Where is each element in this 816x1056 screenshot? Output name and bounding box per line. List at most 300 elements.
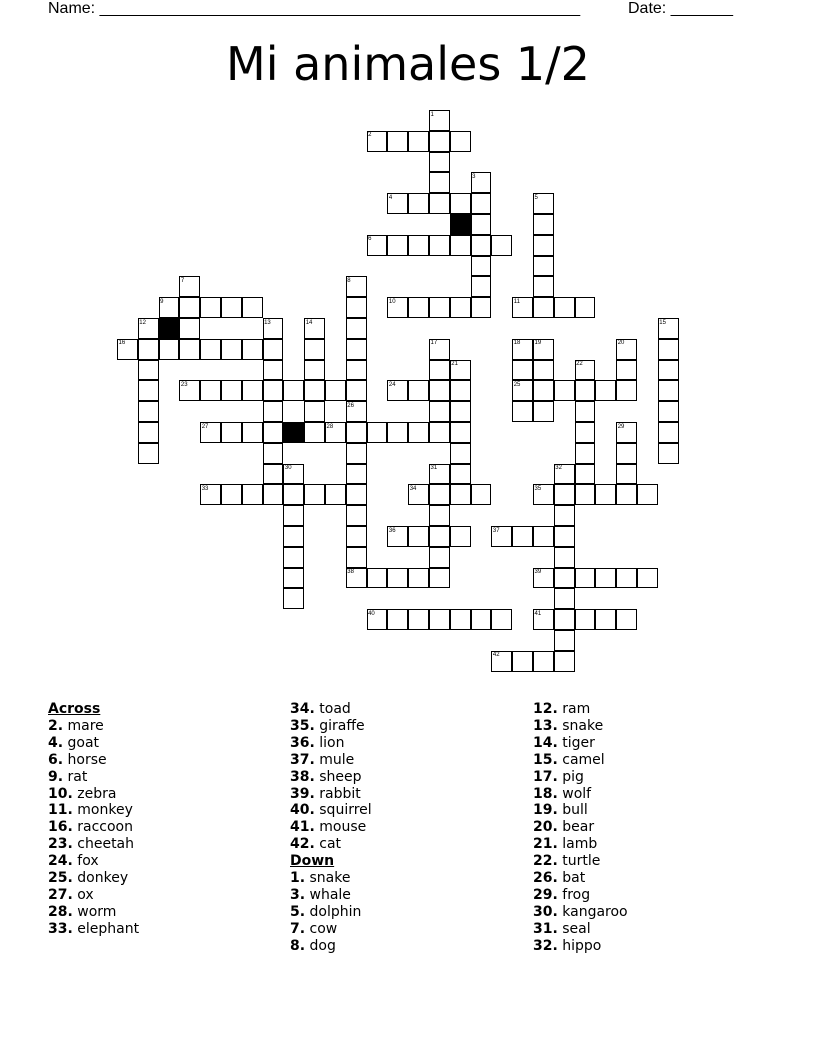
clue-text: cat [319,836,342,853]
crossword-cell[interactable] [242,380,263,401]
crossword-cell[interactable] [595,609,616,630]
crossword-cell[interactable] [283,568,304,589]
crossword-cell[interactable] [408,380,429,401]
clue-number: 33. [48,920,73,937]
crossword-cell[interactable] [575,380,596,401]
crossword-cell[interactable] [554,505,575,526]
crossword-cell[interactable] [533,526,554,547]
clue-number: 1. [290,870,306,887]
crossword-cell[interactable] [533,276,554,297]
crossword-cell[interactable] [429,401,450,422]
clue-column-2 [290,701,372,955]
crossword-black-cell [283,422,304,443]
clue-text: mouse [319,819,367,836]
clue-item [290,887,372,904]
clue-text: dolphin [309,903,362,920]
crossword-cell[interactable] [429,172,450,193]
clue-number: 29. [533,886,558,903]
clue-item [533,735,628,752]
clue-text: mare [67,717,104,734]
clue-number-label: 41 [534,610,542,617]
crossword-cell[interactable] [200,339,221,360]
crossword-cell[interactable] [595,380,616,401]
clue-number-label: 32 [555,465,562,472]
crossword-cell[interactable] [575,464,596,485]
clue-number-label: 6 [368,236,372,243]
clue-number: 16. [48,819,73,836]
clue-number-label: 21 [451,361,458,368]
crossword-cell[interactable] [512,401,533,422]
clue-item [290,802,372,819]
crossword-cell[interactable] [429,193,450,214]
crossword-cell[interactable] [575,422,596,443]
clue-number-label: 42 [492,652,500,659]
clue-number: 32. [533,937,558,954]
clue-text: tiger [562,734,595,751]
crossword-cell[interactable] [221,297,242,318]
clue-text: rat [67,768,88,785]
crossword-cell[interactable] [533,380,554,401]
crossword-cell[interactable] [554,630,575,651]
crossword-cell[interactable] [616,568,637,589]
crossword-cell[interactable] [346,443,367,464]
crossword-cell[interactable] [283,547,304,568]
clue-text: camel [562,751,605,768]
clue-number: 25. [48,870,73,887]
clue-item [48,718,139,735]
clue-number-label: 12 [139,319,146,326]
clue-item [533,853,628,870]
clue-text: goat [67,734,100,751]
crossword-cell[interactable] [450,380,471,401]
clue-number-label: 28 [326,423,334,430]
crossword-cell[interactable] [658,360,679,381]
crossword-cell[interactable] [658,422,679,443]
crossword-cell[interactable] [595,484,616,505]
clue-number: 23. [48,836,73,853]
crossword-cell[interactable] [554,297,575,318]
crossword-cell[interactable] [554,609,575,630]
crossword-cell[interactable] [533,256,554,277]
crossword-cell[interactable] [346,484,367,505]
crossword-cell[interactable] [616,464,637,485]
clue-number: 30. [533,903,558,920]
clue-item [290,870,372,887]
crossword-cell[interactable] [491,235,512,256]
clue-text: monkey [77,802,133,819]
clue-number: 31. [533,920,558,937]
crossword-cell[interactable] [263,339,284,360]
clue-number: 35. [290,717,315,734]
crossword-cell[interactable] [283,380,304,401]
clue-text: frog [562,886,591,903]
crossword-cell[interactable] [595,568,616,589]
crossword-cell[interactable] [450,443,471,464]
crossword-cell[interactable] [450,464,471,485]
clue-item [533,836,628,853]
crossword-cell[interactable] [554,588,575,609]
clue-number: 12. [533,701,558,717]
crossword-cell[interactable] [179,339,200,360]
clue-text: lamb [562,836,598,853]
crossword-cell[interactable] [554,651,575,672]
crossword-cell[interactable] [429,526,450,547]
crossword-cell[interactable] [346,318,367,339]
clue-number-label: 4 [388,194,393,201]
clue-number-label: 35 [534,485,542,492]
crossword-cell[interactable] [429,297,450,318]
crossword-cell[interactable] [408,609,429,630]
crossword-cell[interactable] [429,484,450,505]
clue-item [48,735,139,752]
crossword-cell[interactable] [367,422,388,443]
crossword-cell[interactable] [450,297,471,318]
crossword-cell[interactable] [575,443,596,464]
crossword-cell[interactable] [429,422,450,443]
crossword-cell[interactable] [471,256,492,277]
clue-section-heading: Across [48,701,101,717]
crossword-cell[interactable] [471,609,492,630]
crossword-cell[interactable] [283,526,304,547]
crossword-cell[interactable] [429,235,450,256]
crossword-cell[interactable] [387,422,408,443]
crossword-cell[interactable] [304,484,325,505]
crossword-cell[interactable] [575,297,596,318]
clue-number-label: 10 [388,298,396,305]
crossword-cell[interactable] [471,484,492,505]
crossword-cell[interactable] [159,339,180,360]
clue-number-label: 37 [492,527,500,534]
clue-number-label: 7 [180,277,185,284]
clue-number-label: 27 [201,423,209,430]
clue-number-label: 11 [513,298,520,305]
crossword-cell[interactable] [283,484,304,505]
crossword-cell[interactable] [304,422,325,443]
clue-item [533,718,628,735]
crossword-cell[interactable] [325,484,346,505]
clue-number-label: 22 [576,361,583,368]
crossword-cell[interactable] [346,464,367,485]
clue-number-label: 8 [347,277,351,284]
clue-text: bear [562,819,595,836]
crossword-cell[interactable] [263,484,284,505]
crossword-cell[interactable] [367,568,388,589]
crossword-cell[interactable] [554,484,575,505]
clue-item [48,786,139,803]
clue-text: toad [319,701,351,717]
crossword-cell[interactable] [304,401,325,422]
crossword-cell[interactable] [408,422,429,443]
crossword-cell[interactable] [429,568,450,589]
clue-number: 8. [290,937,306,954]
clue-text: sheep [319,768,362,785]
crossword-cell[interactable] [263,464,284,485]
clue-number: 28. [48,903,73,920]
clue-text: horse [67,751,107,768]
crossword-cell[interactable] [471,276,492,297]
crossword-cell[interactable] [242,484,263,505]
clue-item [48,887,139,904]
crossword-cell[interactable] [221,380,242,401]
crossword-cell[interactable] [533,297,554,318]
clue-item [533,786,628,803]
clue-number: 13. [533,717,558,734]
crossword-cell[interactable] [533,360,554,381]
crossword-cell[interactable] [346,339,367,360]
crossword-cell[interactable] [450,235,471,256]
crossword-cell[interactable] [138,422,159,443]
clue-text: wolf [562,785,592,802]
crossword-cell[interactable] [658,380,679,401]
clue-number-label: 14 [305,319,313,326]
clue-number-label: 40 [368,610,375,617]
clue-number: 37. [290,751,315,768]
clue-text: seal [562,920,591,937]
clue-text: giraffe [319,717,365,734]
crossword-cell[interactable] [429,360,450,381]
crossword-cell[interactable] [429,380,450,401]
crossword-cell[interactable] [346,505,367,526]
clue-number: 17. [533,768,558,785]
clue-number-label: 25 [513,381,521,388]
crossword-cell[interactable] [263,443,284,464]
crossword-cell[interactable] [575,401,596,422]
clue-number: 24. [48,853,73,870]
crossword-cell[interactable] [346,547,367,568]
clue-number-label: 38 [347,569,354,576]
clue-item [290,819,372,836]
clue-text: turtle [562,853,601,870]
clue-text: mule [319,751,355,768]
clue-text: pig [562,768,584,785]
crossword-cell[interactable] [263,360,284,381]
clue-item [290,735,372,752]
crossword-cell[interactable] [283,588,304,609]
crossword-cell[interactable] [408,235,429,256]
crossword-cell[interactable] [346,360,367,381]
clue-item [533,904,628,921]
clue-item [533,752,628,769]
clue-text: ram [562,701,591,717]
clue-number: 42. [290,836,315,853]
clue-item [533,802,628,819]
clue-item [48,836,139,853]
crossword-cell[interactable] [512,526,533,547]
crossword-cell[interactable] [616,484,637,505]
crossword-cell[interactable] [179,318,200,339]
clue-text: lion [319,734,345,751]
crossword-cell[interactable] [450,484,471,505]
clue-text: snake [562,717,604,734]
clue-number-label: 18 [513,340,521,347]
clue-number-label: 23 [180,381,188,388]
crossword-cell[interactable] [554,568,575,589]
clue-text: whale [309,886,351,903]
clue-item [533,769,628,786]
crossword-cell[interactable] [263,422,284,443]
puzzle-title: Mi animales 1/2 [226,37,590,91]
clue-item [48,921,139,938]
crossword-cell[interactable] [346,380,367,401]
clue-text: elephant [77,920,140,937]
crossword-cell[interactable] [387,609,408,630]
clue-number-label: 15 [659,319,666,326]
crossword-cell[interactable] [408,297,429,318]
clue-text: ox [77,886,94,903]
crossword-black-cell [450,214,471,235]
crossword-cell[interactable] [221,422,242,443]
clue-number: 9. [48,768,64,785]
crossword-cell[interactable] [616,609,637,630]
clue-text: hippo [562,937,602,954]
clue-item [48,802,139,819]
crossword-cell[interactable] [450,526,471,547]
clue-item [533,887,628,904]
crossword-cell[interactable] [304,360,325,381]
crossword-cell[interactable] [408,193,429,214]
clue-item [533,921,628,938]
crossword-cell[interactable] [471,193,492,214]
crossword-cell[interactable] [658,401,679,422]
crossword-cell[interactable] [658,339,679,360]
crossword-cell[interactable] [138,443,159,464]
crossword-cell[interactable] [471,214,492,235]
crossword-cell[interactable] [242,297,263,318]
crossword-cell[interactable] [138,380,159,401]
clue-item [533,701,628,718]
crossword-cell[interactable] [450,609,471,630]
clue-number: 34. [290,701,315,717]
crossword-cell[interactable] [429,547,450,568]
clue-number: 2. [48,717,64,734]
clue-item [290,701,372,718]
crossword-cell[interactable] [346,422,367,443]
clue-number: 11. [48,802,73,819]
crossword-cell[interactable] [616,443,637,464]
crossword-cell[interactable] [179,297,200,318]
crossword-cell[interactable] [242,422,263,443]
crossword-cell[interactable] [325,380,346,401]
crossword-cell[interactable] [637,484,658,505]
crossword-cell[interactable] [263,380,284,401]
crossword-cell[interactable] [387,235,408,256]
crossword-cell[interactable] [533,214,554,235]
crossword-cell[interactable] [200,380,221,401]
clue-number: 26. [533,870,558,887]
crossword-cell[interactable] [616,380,637,401]
crossword-cell[interactable] [450,401,471,422]
clue-number-label: 5 [534,194,538,201]
crossword-cell[interactable] [283,505,304,526]
crossword-cell[interactable] [575,609,596,630]
clue-number-label: 17 [430,340,438,347]
crossword-cell[interactable] [200,297,221,318]
crossword-cell[interactable] [575,484,596,505]
crossword-cell[interactable] [471,297,492,318]
clue-text: snake [309,870,351,887]
crossword-cell[interactable] [450,131,471,152]
date-field-label: Date: _______ [628,0,733,17]
crossword-cell[interactable] [450,422,471,443]
crossword-cell[interactable] [533,651,554,672]
crossword-cell[interactable] [450,193,471,214]
clue-item [290,904,372,921]
clue-section-heading: Down [290,853,335,870]
crossword-cell[interactable] [263,401,284,422]
crossword-cell[interactable] [616,360,637,381]
crossword-cell[interactable] [429,505,450,526]
clue-number-label: 2 [368,132,372,139]
crossword-cell[interactable] [242,339,263,360]
clue-text: bull [562,802,588,819]
crossword-cell[interactable] [658,443,679,464]
crossword-cell[interactable] [221,339,242,360]
crossword-cell[interactable] [408,526,429,547]
clue-item [48,752,139,769]
clue-item [290,921,372,938]
clue-number: 41. [290,819,315,836]
crossword-cell[interactable] [138,339,159,360]
crossword-cell[interactable] [554,547,575,568]
clue-item [533,870,628,887]
crossword-cell[interactable] [554,526,575,547]
crossword-black-cell [159,318,180,339]
crossword-cell[interactable] [471,235,492,256]
crossword-cell[interactable] [346,526,367,547]
clue-number: 15. [533,751,558,768]
crossword-cell[interactable] [575,568,596,589]
crossword-cell[interactable] [138,401,159,422]
crossword-cell[interactable] [429,152,450,173]
clue-text: fox [77,853,99,870]
crossword-cell[interactable] [387,131,408,152]
clue-number-label: 31 [430,465,438,472]
clue-number-label: 9 [160,298,164,305]
clue-item [290,786,372,803]
crossword-cell[interactable] [408,568,429,589]
crossword-cell[interactable] [138,360,159,381]
crossword-cell[interactable] [554,380,575,401]
crossword-cell[interactable] [637,568,658,589]
clue-item [48,819,139,836]
clue-number: 7. [290,920,306,937]
clue-item [48,904,139,921]
clue-number: 21. [533,836,558,853]
crossword-cell[interactable] [346,297,367,318]
clue-item [290,718,372,735]
clue-number-label: 24 [388,381,396,388]
crossword-cell[interactable] [491,609,512,630]
crossword-cell[interactable] [512,360,533,381]
crossword-cell[interactable] [512,651,533,672]
crossword-cell[interactable] [304,339,325,360]
crossword-cell[interactable] [533,401,554,422]
crossword-cell[interactable] [304,380,325,401]
crossword-cell[interactable] [408,131,429,152]
clue-item [533,938,628,955]
crossword-cell[interactable] [221,484,242,505]
crossword-cell[interactable] [429,131,450,152]
clue-number: 6. [48,751,64,768]
crossword-cell[interactable] [533,235,554,256]
clue-number: 38. [290,768,315,785]
clue-number-label: 30 [284,465,292,472]
crossword-cell[interactable] [429,609,450,630]
crossword-cell[interactable] [387,568,408,589]
clue-text: squirrel [319,802,372,819]
clue-number-label: 36 [388,527,396,534]
clue-text: donkey [77,870,129,887]
